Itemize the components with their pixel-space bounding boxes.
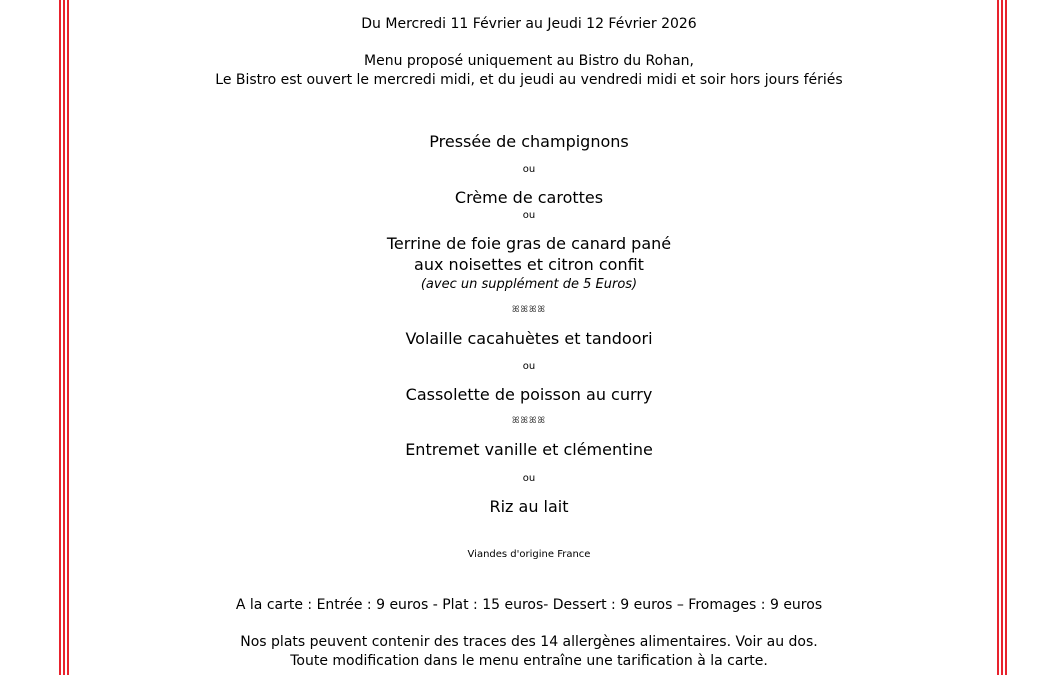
right-border-stripe xyxy=(997,0,999,675)
or-divider: ou xyxy=(522,210,536,221)
dessert-1: Entremet vanille et clémentine xyxy=(405,440,653,459)
left-border-stripe xyxy=(63,0,65,675)
meat-origin-note: Viandes d'origine France xyxy=(467,549,591,560)
or-divider: ou xyxy=(522,473,536,484)
left-border-stripe xyxy=(67,0,69,675)
right-border xyxy=(997,0,1007,675)
main-1: Volaille cacahuètes et tandoori xyxy=(405,329,653,348)
dessert-2: Riz au lait xyxy=(489,497,569,516)
allergens-note: Nos plats peuvent contenir des traces des 14 allergènes alimentaires. Voir au dos. xyxy=(240,634,818,650)
course-separator: ꕤꕤꕤꕤ xyxy=(512,305,546,315)
starter-2: Crème de carottes xyxy=(454,188,604,207)
or-divider: ou xyxy=(522,361,536,372)
menu-info-line-1: Menu proposé uniquement au Bistro du Rohan, xyxy=(364,53,694,69)
left-border xyxy=(59,0,69,675)
supplement-note: (avec un supplément de 5 Euros) xyxy=(420,277,638,292)
right-border-stripe xyxy=(1001,0,1003,675)
starter-3-line-1: Terrine de foie gras de canard pané xyxy=(386,234,672,253)
menu-info-line-2: Le Bistro est ouvert le mercredi midi, et du jeudi au vendredi midi et soir hors jours fériés xyxy=(215,72,843,88)
starter-1: Pressée de champignons xyxy=(429,132,629,151)
course-separator: ꕤꕤꕤꕤ xyxy=(512,416,546,426)
starter-3-line-2: aux noisettes et citron confit xyxy=(414,255,644,274)
or-divider: ou xyxy=(522,164,536,175)
modification-note: Toute modification dans le menu entraîne une tarification à la carte. xyxy=(290,653,768,669)
main-2: Cassolette de poisson au curry xyxy=(405,385,653,404)
menu-page xyxy=(75,0,983,675)
a-la-carte-prices: A la carte : Entrée : 9 euros - Plat : 15 euros- Dessert : 9 euros – Fromages : 9 euros xyxy=(235,597,823,613)
right-border-stripe xyxy=(1005,0,1007,675)
menu-dates: Du Mercredi 11 Février au Jeudi 12 Février 2026 xyxy=(361,16,697,32)
left-border-stripe xyxy=(59,0,61,675)
